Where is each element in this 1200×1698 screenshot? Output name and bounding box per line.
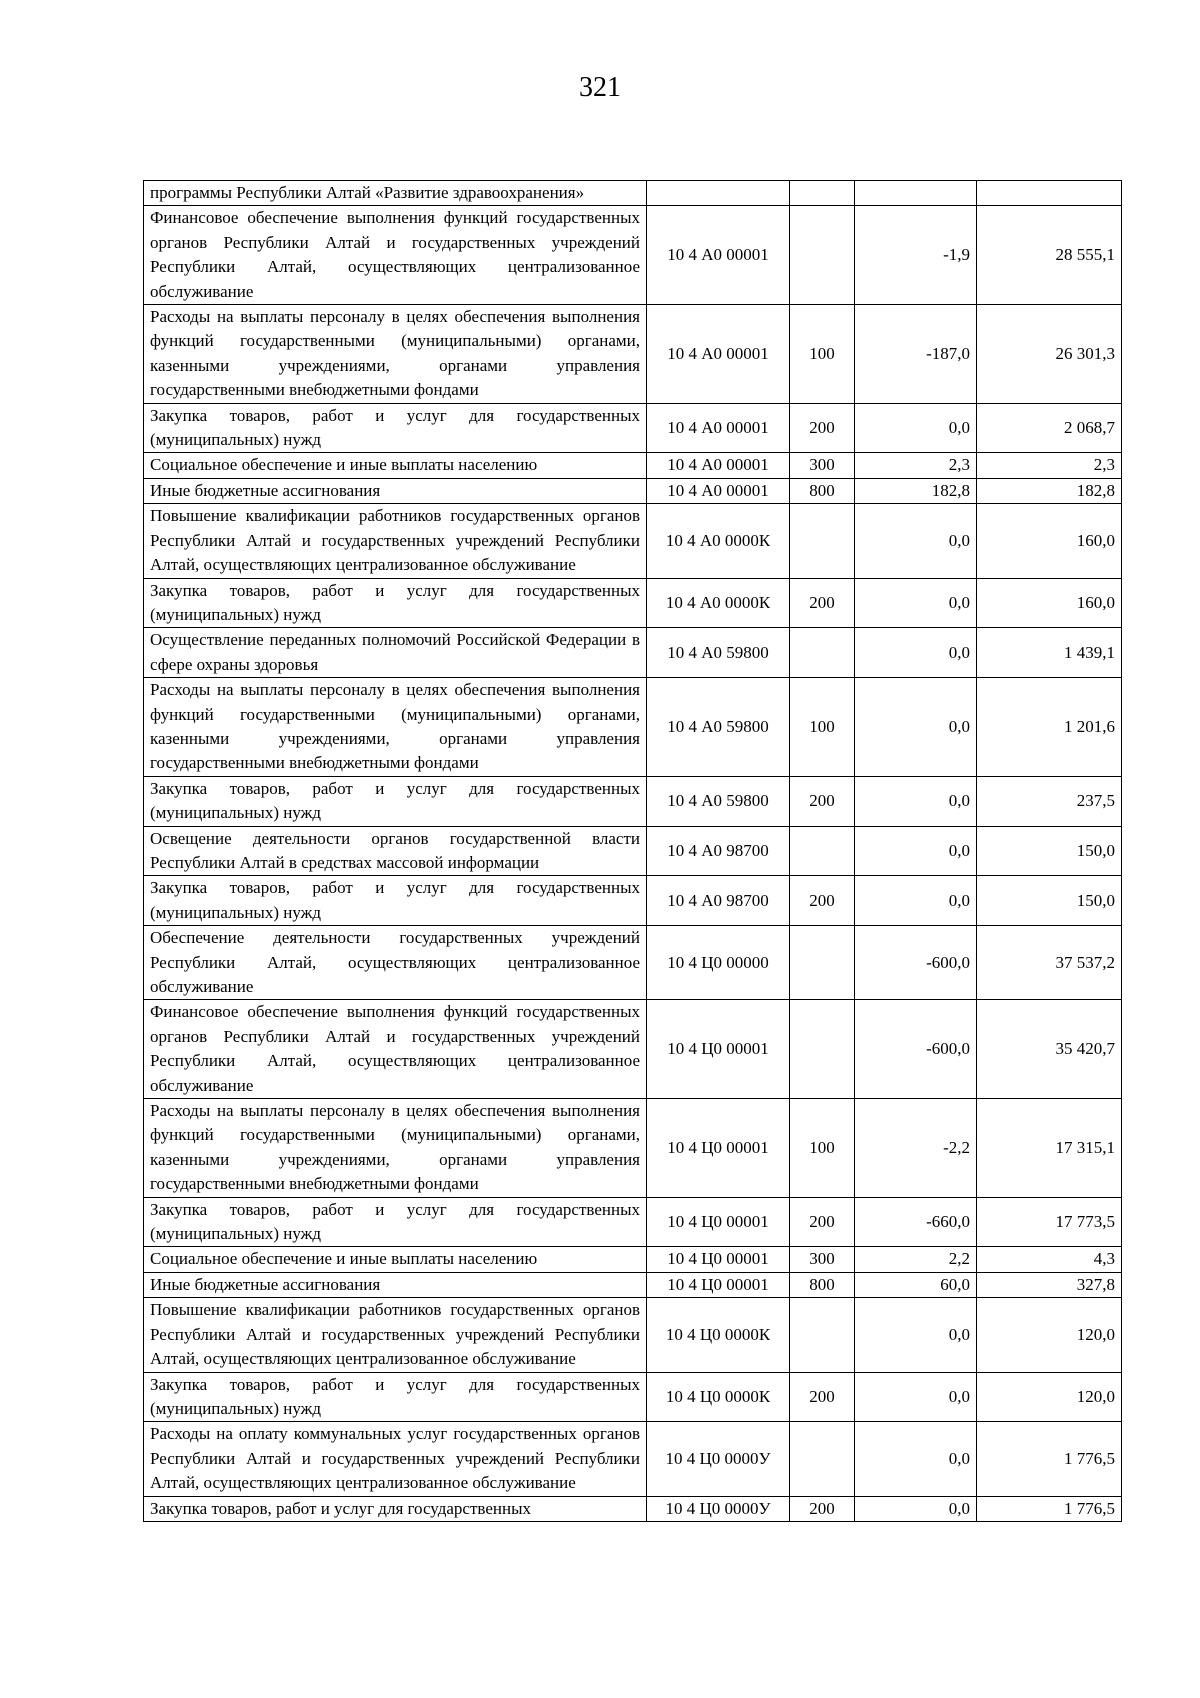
row-code-cell: 10 4 Ц0 0000К — [647, 1372, 790, 1422]
row-name-cell: Иные бюджетные ассигнования — [144, 1272, 647, 1297]
row-change-cell: 0,0 — [855, 1298, 977, 1372]
row-change-cell: 0,0 — [855, 678, 977, 777]
table-row — [144, 1197, 1122, 1247]
row-change-cell: -1,9 — [855, 206, 977, 305]
row-name-cell: Осуществление переданных полномочий Российской Федерации в сфере охраны здоровья — [144, 628, 647, 678]
row-name-cell: Обеспечение деятельности государственных учреждений Республики Алтай, осуществляющих централизованное обслуживание — [144, 926, 647, 1000]
row-total-cell: 120,0 — [977, 1372, 1122, 1422]
table-row — [144, 504, 1122, 578]
table-row — [144, 578, 1122, 628]
row-code-cell: 10 4 А0 98700 — [647, 876, 790, 926]
row-total-cell: 35 420,7 — [977, 1000, 1122, 1099]
row-type-cell: 100 — [790, 678, 855, 777]
row-code-cell: 10 4 А0 98700 — [647, 826, 790, 876]
row-change-cell: 0,0 — [855, 1372, 977, 1422]
row-type-cell: 200 — [790, 1496, 855, 1521]
row-type-cell — [790, 206, 855, 305]
row-change-cell: 2,2 — [855, 1247, 977, 1272]
row-code-cell: 10 4 А0 0000К — [647, 578, 790, 628]
row-total-cell: 182,8 — [977, 478, 1122, 503]
table-row — [144, 876, 1122, 926]
row-change-cell: 0,0 — [855, 403, 977, 453]
row-total-cell: 1 776,5 — [977, 1496, 1122, 1521]
row-name-cell: Закупка товаров, работ и услуг для государственных (муниципальных) нужд — [144, 876, 647, 926]
row-change-cell: 0,0 — [855, 826, 977, 876]
row-code-cell: 10 4 А0 00001 — [647, 403, 790, 453]
row-name-cell: Повышение квалификации работников государственных органов Республики Алтай и государственных учреждений Республики Алтай, осуществляющих централизованное обслуживание — [144, 504, 647, 578]
row-total-cell: 150,0 — [977, 876, 1122, 926]
table-row — [144, 1372, 1122, 1422]
row-change-cell: 60,0 — [855, 1272, 977, 1297]
row-change-cell: 0,0 — [855, 1422, 977, 1496]
row-code-cell: 10 4 А0 59800 — [647, 628, 790, 678]
row-total-cell: 237,5 — [977, 776, 1122, 826]
row-change-cell — [855, 181, 977, 206]
page-number: 321 — [579, 72, 621, 103]
row-code-cell: 10 4 А0 00001 — [647, 305, 790, 404]
row-name-cell: Освещение деятельности органов государственной власти Республики Алтай в средствах массовой информации — [144, 826, 647, 876]
row-change-cell: 0,0 — [855, 876, 977, 926]
table-row — [144, 826, 1122, 876]
row-type-cell: 100 — [790, 305, 855, 404]
table-row — [144, 181, 1122, 206]
row-type-cell: 100 — [790, 1099, 855, 1198]
row-change-cell: -660,0 — [855, 1197, 977, 1247]
row-name-cell: Закупка товаров, работ и услуг для государственных (муниципальных) нужд — [144, 1372, 647, 1422]
row-type-cell — [790, 181, 855, 206]
row-code-cell: 10 4 Ц0 00001 — [647, 1099, 790, 1198]
row-code-cell: 10 4 Ц0 00000 — [647, 926, 790, 1000]
table-row — [144, 1272, 1122, 1297]
table-row — [144, 1099, 1122, 1198]
row-name-cell: Закупка товаров, работ и услуг для государственных (муниципальных) нужд — [144, 403, 647, 453]
row-name-cell: Финансовое обеспечение выполнения функций государственных органов Республики Алтай и государственных учреждений Республики Алтай, осуществляющих централизованное обслуживание — [144, 206, 647, 305]
table-row — [144, 1000, 1122, 1099]
row-type-cell: 200 — [790, 578, 855, 628]
row-total-cell: 37 537,2 — [977, 926, 1122, 1000]
row-change-cell: -600,0 — [855, 1000, 977, 1099]
row-change-cell: 2,3 — [855, 453, 977, 478]
table-row — [144, 1422, 1122, 1496]
row-total-cell: 17 773,5 — [977, 1197, 1122, 1247]
row-type-cell: 300 — [790, 453, 855, 478]
row-type-cell: 200 — [790, 403, 855, 453]
row-name-cell: Расходы на выплаты персоналу в целях обеспечения выполнения функций государственными (муниципальными) органами, казенными учреждениями, органами управления государственными внебюджетными фондами — [144, 1099, 647, 1198]
row-name-cell: Закупка товаров, работ и услуг для государственных (муниципальных) нужд — [144, 578, 647, 628]
row-change-cell: 182,8 — [855, 478, 977, 503]
row-name-cell: Закупка товаров, работ и услуг для государственных — [144, 1496, 647, 1521]
row-type-cell — [790, 504, 855, 578]
row-code-cell: 10 4 Ц0 00001 — [647, 1272, 790, 1297]
row-name-cell: Социальное обеспечение и иные выплаты населению — [144, 453, 647, 478]
row-code-cell: 10 4 Ц0 0000К — [647, 1298, 790, 1372]
row-total-cell: 1 201,6 — [977, 678, 1122, 777]
row-change-cell: 0,0 — [855, 776, 977, 826]
row-total-cell: 160,0 — [977, 578, 1122, 628]
row-code-cell: 10 4 А0 59800 — [647, 776, 790, 826]
table-body — [144, 181, 1122, 1522]
row-change-cell: 0,0 — [855, 578, 977, 628]
row-type-cell — [790, 826, 855, 876]
row-type-cell — [790, 926, 855, 1000]
row-name-cell: Закупка товаров, работ и услуг для государственных (муниципальных) нужд — [144, 776, 647, 826]
row-type-cell — [790, 1422, 855, 1496]
row-type-cell — [790, 1000, 855, 1099]
row-name-cell: Повышение квалификации работников государственных органов Республики Алтай и государственных учреждений Республики Алтай, осуществляющих централизованное обслуживание — [144, 1298, 647, 1372]
row-name-cell: Расходы на выплаты персоналу в целях обеспечения выполнения функций государственными (муниципальными) органами, казенными учреждениями, органами управления государственными внебюджетными фондами — [144, 678, 647, 777]
row-type-cell: 200 — [790, 1197, 855, 1247]
row-change-cell: 0,0 — [855, 504, 977, 578]
table-row — [144, 678, 1122, 777]
row-change-cell: -187,0 — [855, 305, 977, 404]
row-total-cell: 2 068,7 — [977, 403, 1122, 453]
table-row — [144, 453, 1122, 478]
row-name-cell: Расходы на оплату коммунальных услуг государственных органов Республики Алтай и государственных учреждений Республики Алтай, осуществляющих централизованное обслуживание — [144, 1422, 647, 1496]
row-code-cell: 10 4 Ц0 0000У — [647, 1422, 790, 1496]
row-total-cell: 120,0 — [977, 1298, 1122, 1372]
row-total-cell: 150,0 — [977, 826, 1122, 876]
row-code-cell: 10 4 Ц0 00001 — [647, 1197, 790, 1247]
table-row — [144, 1247, 1122, 1272]
row-code-cell: 10 4 А0 00001 — [647, 478, 790, 503]
row-total-cell: 1 439,1 — [977, 628, 1122, 678]
row-type-cell — [790, 1298, 855, 1372]
row-type-cell: 800 — [790, 1272, 855, 1297]
row-code-cell: 10 4 Ц0 00001 — [647, 1247, 790, 1272]
row-name-cell: Социальное обеспечение и иные выплаты населению — [144, 1247, 647, 1272]
row-change-cell: -2,2 — [855, 1099, 977, 1198]
row-code-cell: 10 4 А0 0000К — [647, 504, 790, 578]
row-code-cell: 10 4 Ц0 00001 — [647, 1000, 790, 1099]
row-change-cell: 0,0 — [855, 1496, 977, 1521]
row-type-cell — [790, 628, 855, 678]
row-total-cell: 1 776,5 — [977, 1422, 1122, 1496]
row-total-cell: 17 315,1 — [977, 1099, 1122, 1198]
row-name-cell: Закупка товаров, работ и услуг для государственных (муниципальных) нужд — [144, 1197, 647, 1247]
row-type-cell: 800 — [790, 478, 855, 503]
row-type-cell: 300 — [790, 1247, 855, 1272]
row-code-cell: 10 4 А0 59800 — [647, 678, 790, 777]
row-total-cell: 26 301,3 — [977, 305, 1122, 404]
table-row — [144, 1298, 1122, 1372]
row-code-cell: 10 4 А0 00001 — [647, 453, 790, 478]
row-code-cell: 10 4 А0 00001 — [647, 206, 790, 305]
row-code-cell — [647, 181, 790, 206]
table-row — [144, 1496, 1122, 1521]
row-total-cell: 160,0 — [977, 504, 1122, 578]
row-change-cell: 0,0 — [855, 628, 977, 678]
row-code-cell: 10 4 Ц0 0000У — [647, 1496, 790, 1521]
row-total-cell: 28 555,1 — [977, 206, 1122, 305]
row-name-cell: Финансовое обеспечение выполнения функций государственных органов Республики Алтай и государственных учреждений Республики Алтай, осуществляющих централизованное обслуживание — [144, 1000, 647, 1099]
row-name-cell: Иные бюджетные ассигнования — [144, 478, 647, 503]
table-row — [144, 776, 1122, 826]
budget-table — [143, 180, 1122, 1522]
table-row — [144, 305, 1122, 404]
row-type-cell: 200 — [790, 1372, 855, 1422]
table-row — [144, 403, 1122, 453]
table-row — [144, 206, 1122, 305]
row-type-cell: 200 — [790, 776, 855, 826]
row-type-cell: 200 — [790, 876, 855, 926]
row-total-cell: 2,3 — [977, 453, 1122, 478]
row-total-cell: 4,3 — [977, 1247, 1122, 1272]
row-change-cell: -600,0 — [855, 926, 977, 1000]
row-name-cell: программы Республики Алтай «Развитие здравоохранения» — [144, 181, 647, 206]
row-total-cell — [977, 181, 1122, 206]
table-row — [144, 478, 1122, 503]
table-row — [144, 926, 1122, 1000]
row-total-cell: 327,8 — [977, 1272, 1122, 1297]
row-name-cell: Расходы на выплаты персоналу в целях обеспечения выполнения функций государственными (муниципальными) органами, казенными учреждениями, органами управления государственными внебюджетными фондами — [144, 305, 647, 404]
table-row — [144, 628, 1122, 678]
